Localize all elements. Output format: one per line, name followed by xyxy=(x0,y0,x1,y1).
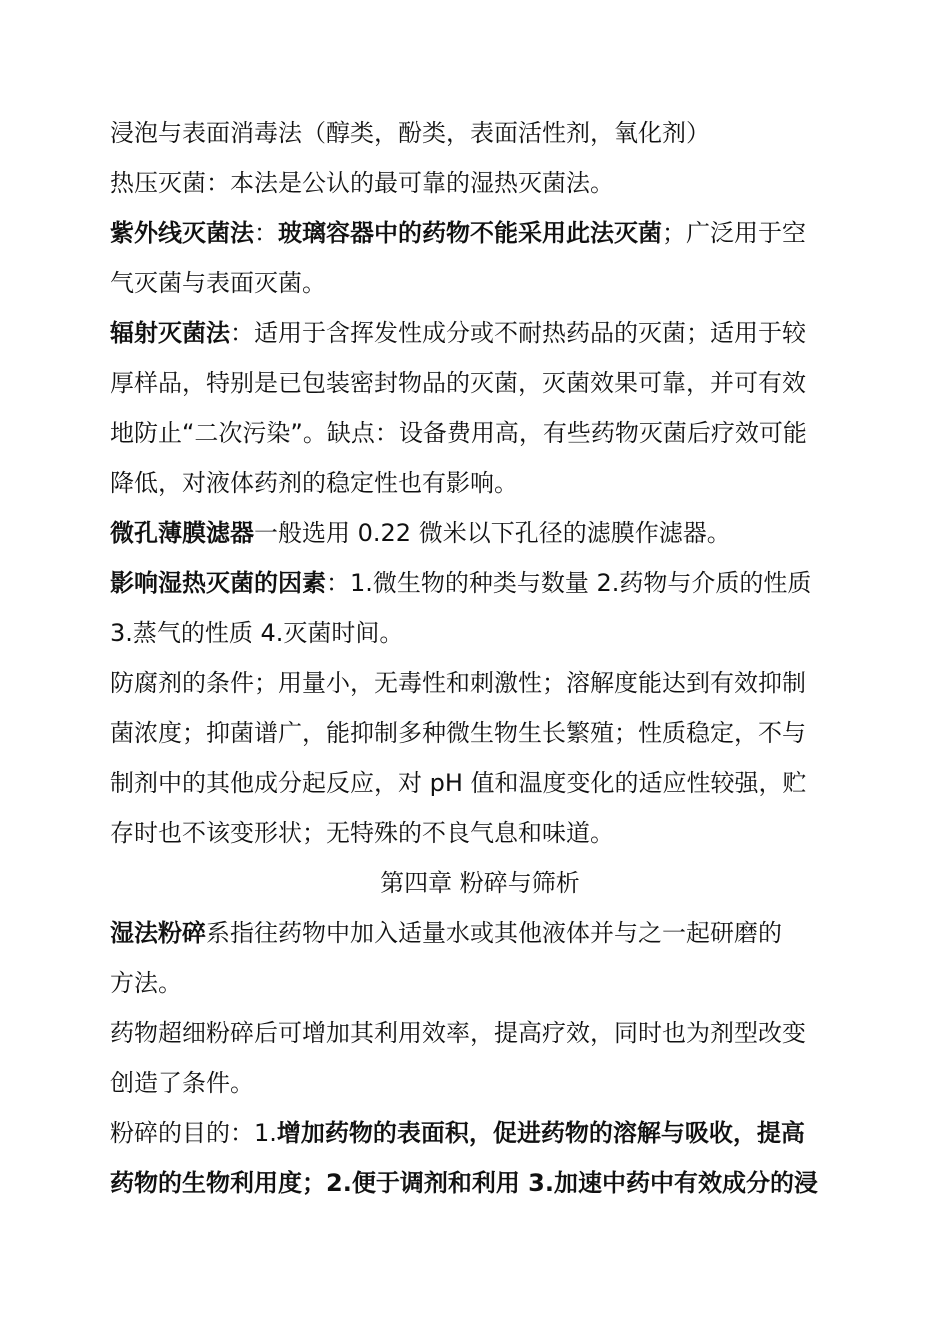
bold-term: 辐射灭菌法 xyxy=(110,319,230,347)
text-line xyxy=(110,808,850,858)
text-line xyxy=(110,1108,850,1158)
text-segment: ：1.微生物的种类与数量 2.药物与介质的性质 xyxy=(326,569,812,597)
text-segment: 降低，对液体药剂的稳定性也有影响。 xyxy=(110,469,518,497)
bold-term: 增加药物的表面积，促进药物的溶解与吸收，提高 xyxy=(276,1119,805,1147)
text-segment: 方法。 xyxy=(110,969,182,997)
text-segment: 存时也不该变形状；无特殊的不良气息和味道。 xyxy=(110,819,614,847)
text-segment: ：适用于含挥发性成分或不耐热药品的灭菌；适用于较 xyxy=(230,319,806,347)
text-line xyxy=(110,208,850,258)
document-page xyxy=(110,108,850,1208)
bold-term: 微孔薄膜滤器 xyxy=(110,519,254,547)
text-segment: 系指往药物中加入适量水或其他液体并与之一起研磨的 xyxy=(206,919,782,947)
text-segment: 菌浓度；抑菌谱广，能抑制多种微生物生长繁殖；性质稳定，不与 xyxy=(110,719,806,747)
text-line xyxy=(110,958,850,1008)
text-segment: 浸泡与表面消毒法（醇类，酚类，表面活性剂，氧化剂） xyxy=(110,119,710,147)
text-segment: 创造了条件。 xyxy=(110,1069,254,1097)
text-line xyxy=(110,158,850,208)
text-line xyxy=(110,108,850,158)
text-line xyxy=(110,608,850,658)
text-segment: 第四章 粉碎与筛析 xyxy=(380,869,580,897)
text-line xyxy=(110,658,850,708)
text-line xyxy=(110,908,850,958)
text-segment: 3.蒸气的性质 4.灭菌时间。 xyxy=(110,619,404,647)
text-line xyxy=(110,1008,850,1058)
text-segment: 一般选用 0.22 微米以下孔径的滤膜作滤器。 xyxy=(254,519,731,547)
bold-term: 影响湿热灭菌的因素 xyxy=(110,569,326,597)
bold-term: 湿法粉碎 xyxy=(110,919,206,947)
bold-term: 玻璃容器中的药物不能采用此法灭菌 xyxy=(278,219,662,247)
text-segment: 制剂中的其他成分起反应，对 pH 值和温度变化的适应性较强，贮 xyxy=(110,769,807,797)
text-segment: 气灭菌与表面灭菌。 xyxy=(110,269,326,297)
text-segment: 地防止“二次污染”。缺点：设备费用高，有些药物灭菌后疗效可能 xyxy=(110,419,807,447)
text-segment: 粉碎的目的：1. xyxy=(110,1119,277,1147)
text-line xyxy=(110,358,850,408)
text-line xyxy=(110,308,850,358)
text-segment: 厚样品，特别是已包装密封物品的灭菌，灭菌效果可靠，并可有效 xyxy=(110,369,806,397)
bold-term: 药物的生物利用度；2.便于调剂和利用 3.加速中药中有效成分的浸 xyxy=(110,1169,818,1197)
text-line xyxy=(110,408,850,458)
text-line xyxy=(110,558,850,608)
bold-term: 紫外线灭菌法 xyxy=(110,219,254,247)
text-line xyxy=(110,508,850,558)
text-line xyxy=(110,1158,850,1208)
text-line xyxy=(110,1058,850,1108)
text-segment: 防腐剂的条件；用量小，无毒性和刺激性；溶解度能达到有效抑制 xyxy=(110,669,806,697)
text-segment: 热压灭菌：本法是公认的最可靠的湿热灭菌法。 xyxy=(110,169,614,197)
chapter-heading xyxy=(110,858,850,908)
text-line xyxy=(110,458,850,508)
text-line xyxy=(110,258,850,308)
text-segment: ；广泛用于空 xyxy=(662,219,806,247)
text-line xyxy=(110,708,850,758)
text-segment: ： xyxy=(254,219,278,247)
text-line xyxy=(110,758,850,808)
text-segment: 药物超细粉碎后可增加其利用效率，提高疗效，同时也为剂型改变 xyxy=(110,1019,806,1047)
